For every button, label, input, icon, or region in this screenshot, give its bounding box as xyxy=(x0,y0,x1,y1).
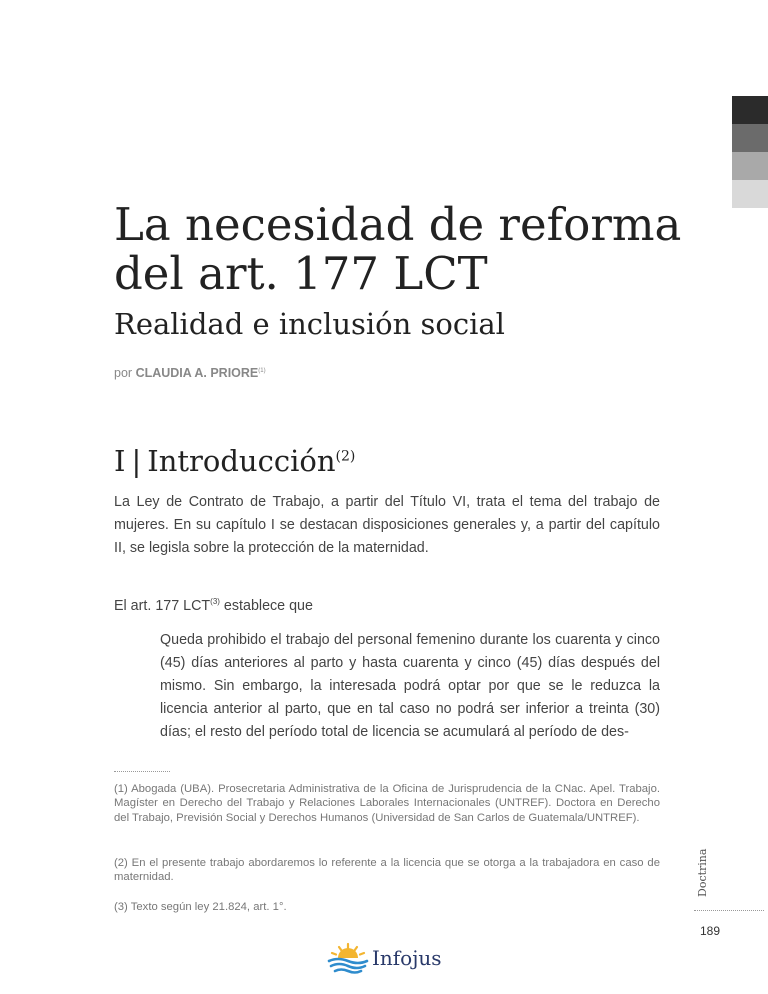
section-footnote-ref: (2) xyxy=(335,448,356,465)
body-paragraph: La Ley de Contrato de Trabajo, a partir del Título VI, trata el tema del trabajo de mujeres. En su capítulo I se destacan disposiciones generales y, a partir del capítulo II, se legisla sobre la protección de la maternidad. xyxy=(114,494,660,556)
body-paragraph-article-ref xyxy=(114,595,313,618)
side-dotted-rule xyxy=(694,910,764,911)
color-tab xyxy=(732,96,768,124)
block-quote: Queda prohibido el trabajo del personal femenino durante los cuarenta y cinco (45) días anteriores al parto y hasta cuarenta y cinco (45) días después del mismo. Sin embargo, la interesada podrá optar por que se le reduzca la licencia anterior al parto, que en tal caso no podrá ser inferior a treinta (30) días; el resto del período total de licencia se acumulará al período de des- xyxy=(160,632,660,740)
section-color-tabs xyxy=(732,96,768,208)
section-heading xyxy=(114,443,355,479)
article-title-line-1: La necesidad de reforma xyxy=(114,198,682,251)
footnote-1: (1) Abogada (UBA). Prosecretaria Administrativa de la Oficina de Jurisprudencia de la CNac. Apel. Trabajo. Magíster en Derecho del Trabajo y Relaciones Laborales Internacionales (UNTREF). Doctora en Derecho del Trabajo, Previsión Social y Derechos Humanos (Universidad de San Carlos de Guatemala/UNTREF). xyxy=(114,783,660,824)
byline-prefix: por xyxy=(114,366,133,380)
color-tab xyxy=(732,124,768,152)
section-title: Introducción xyxy=(147,444,336,478)
section-number: I xyxy=(114,444,126,478)
footnote-2: (2) En el presente trabajo abordaremos lo referente a la licencia que se otorga a la trabajadora en caso de maternidad. xyxy=(114,857,660,884)
byline xyxy=(114,366,266,380)
author-name: CLAUDIA A. PRIORE xyxy=(135,366,259,380)
author-footnote-ref: (1) xyxy=(258,367,266,374)
article-ref-text-after: establece que xyxy=(223,598,313,614)
article-title xyxy=(114,200,681,298)
footnote-3: (3) Texto según ley 21.824, art. 1°. xyxy=(114,901,287,913)
page-number: 189 xyxy=(699,924,720,938)
section-side-label: Doctrina xyxy=(696,848,709,897)
logo-text: Infojus xyxy=(372,946,442,970)
section-separator: | xyxy=(131,444,142,478)
color-tab xyxy=(732,152,768,180)
article-subtitle: Realidad e inclusión social xyxy=(114,307,505,341)
article-ref-text: El art. 177 LCT xyxy=(114,598,211,614)
footnote-separator xyxy=(114,771,170,772)
color-tab xyxy=(732,180,768,208)
infojus-sun-waves-icon xyxy=(327,942,369,974)
article-title-line-2: del art. 177 LCT xyxy=(114,247,488,300)
article-footnote-ref: (3) xyxy=(210,597,220,607)
